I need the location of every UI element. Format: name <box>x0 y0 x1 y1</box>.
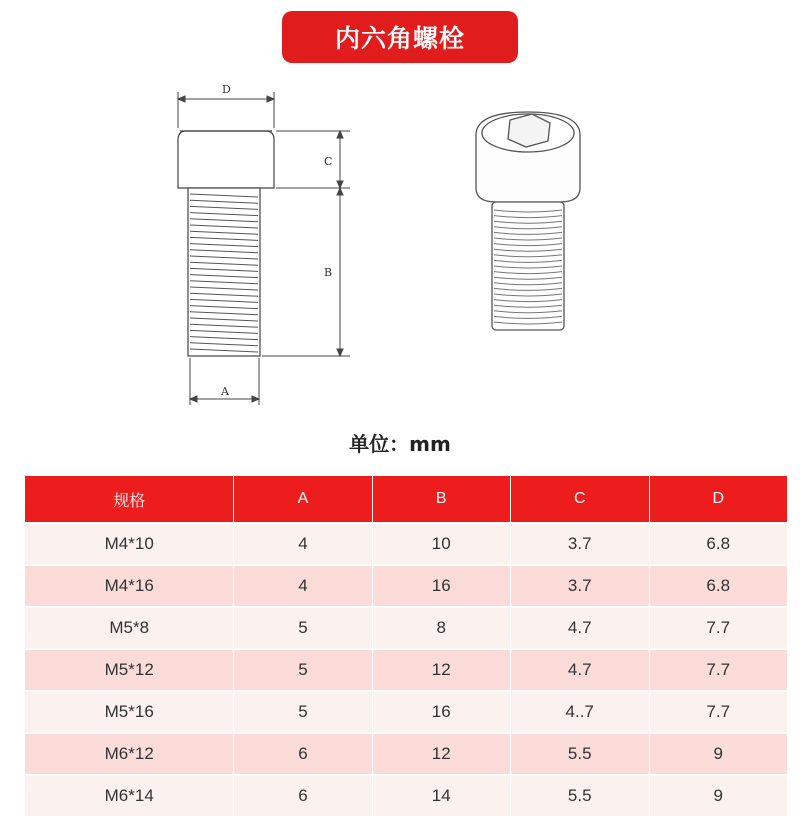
dimension-b-label: B <box>324 266 333 279</box>
table-cell: 6 <box>233 774 371 816</box>
table-cell: 9 <box>649 774 788 816</box>
table-cell: 3.7 <box>510 564 649 606</box>
table-cell: M5*16 <box>25 690 233 732</box>
table-cell: 7.7 <box>649 648 788 690</box>
table-cell: 10 <box>372 522 510 564</box>
table-cell: 6 <box>233 732 371 774</box>
table-cell: 12 <box>372 648 510 690</box>
table-cell: 5 <box>233 606 371 648</box>
spec-table <box>25 476 787 816</box>
table-cell: M6*14 <box>25 774 233 816</box>
dimension-c <box>276 131 350 188</box>
dimension-b <box>262 188 350 356</box>
table-cell: 14 <box>372 774 510 816</box>
table-row <box>25 732 787 774</box>
dimension-d <box>178 92 274 128</box>
table-cell: 4.7 <box>510 648 649 690</box>
table-row <box>25 648 787 690</box>
dimension-a-label: A <box>221 385 229 398</box>
table-header-row <box>25 476 787 522</box>
page-title: 内六角螺栓 <box>334 24 465 53</box>
column-header: A <box>233 476 371 522</box>
table-cell: 6.8 <box>649 522 788 564</box>
table-row <box>25 522 787 564</box>
bolt-3d-illustration <box>476 112 580 330</box>
table-cell: 5.5 <box>510 774 649 816</box>
unit-label: 单位：mm <box>349 432 451 456</box>
table-row <box>25 564 787 606</box>
table-cell: 12 <box>372 732 510 774</box>
table-cell: M5*8 <box>25 606 233 648</box>
table-cell: 4.7 <box>510 606 649 648</box>
dimension-d-label: D <box>222 83 231 96</box>
column-header: D <box>649 476 788 522</box>
dimension-c-label: C <box>324 155 333 168</box>
table-cell: 7.7 <box>649 606 788 648</box>
column-header: C <box>510 476 649 522</box>
table-cell: 4..7 <box>510 690 649 732</box>
table-row <box>25 774 787 816</box>
table-cell: 7.7 <box>649 690 788 732</box>
table-cell: 4 <box>233 522 371 564</box>
table-cell: 6.8 <box>649 564 788 606</box>
table-row <box>25 606 787 648</box>
table-body <box>25 522 787 816</box>
table-cell: 3.7 <box>510 522 649 564</box>
table-cell: M4*16 <box>25 564 233 606</box>
column-header: 规格 <box>25 476 233 522</box>
table-cell: 16 <box>372 690 510 732</box>
table-row <box>25 690 787 732</box>
table-cell: 5 <box>233 648 371 690</box>
table-cell: 9 <box>649 732 788 774</box>
table-cell: M4*10 <box>25 522 233 564</box>
table-cell: 8 <box>372 606 510 648</box>
column-header: B <box>372 476 510 522</box>
table-cell: M6*12 <box>25 732 233 774</box>
table-cell: 5.5 <box>510 732 649 774</box>
table-cell: 16 <box>372 564 510 606</box>
table-cell: 4 <box>233 564 371 606</box>
table-cell: M5*12 <box>25 648 233 690</box>
table-cell: 5 <box>233 690 371 732</box>
